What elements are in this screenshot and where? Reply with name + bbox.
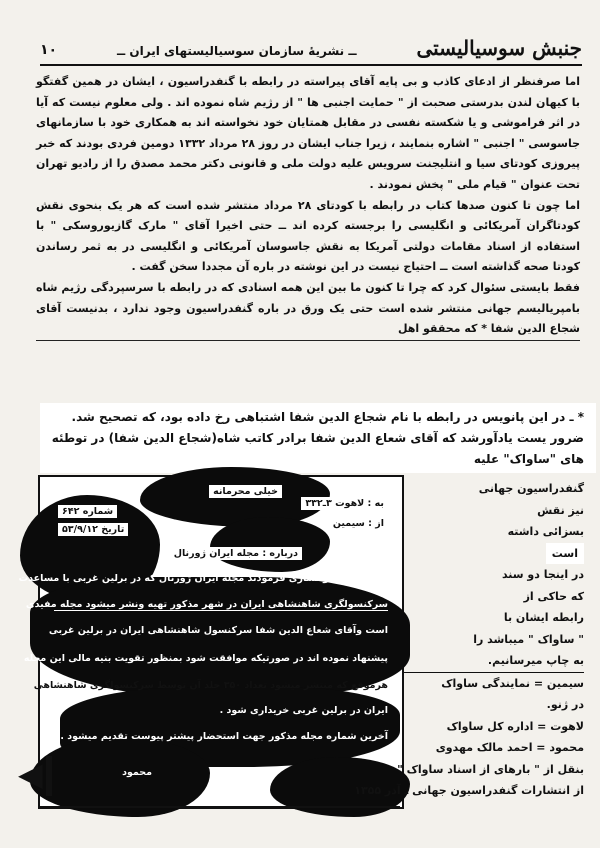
column-line: " ساواک " میباشد را [473,632,584,646]
legend-line: لاهوت = اداره کل ساواک [446,719,584,733]
legend-line: محمود = احمد مالک مهدوی [435,741,584,754]
publication-subtitle: ــ نشریهٔ سازمان سوسیالیستهای ایران ــ [117,44,357,58]
footnote-correction: * ـ در این پانویس در رابطه با نام شجاع الدین شفا اشتباهی رخ داده بود، که تصحیح شد. ضرور یست یادآورشد که آقای شعاع الدین شفا برادر کاتب شاه(شجاع الدین شفا) در توطئه های "ساواک" علیه [40,403,596,473]
article-body [36,72,580,341]
paragraph-3: فقط بایستی سئوال کرد که چرا تا کنون ما بین این همه اسنادی که در رابطه با سرسپردگی رژیم شاه بامپریالیسم جهانی منتشر شده است حتی یک ورق در باره گنفدراسیون وجود ندارد ، بدنیست آقای شجاع الدین شفا * که محققو اهل [36,278,580,341]
page-edge-bar [46,756,52,796]
publication-title: جنبش سوسیالیستی [416,36,582,60]
column-line: در اینجا دو سند [501,568,584,581]
column-line: نیز نقش [537,503,584,517]
doc-classification: خیلی محرمانه [209,485,282,498]
doc-line: است وآقای شعاع الدین شفا سرکنسول شاهنشاهی ایران در برلین غربی [48,625,388,636]
column-line: به چاپ میرسانیم. [404,650,584,673]
column-line: گنفدراسیون جهانی [478,482,584,495]
source-line: بنقل از " بارهای از اسناد ساواک " [397,762,584,776]
doc-line: ایران در برلین غربی خریداری شود . [219,705,388,716]
bottom-rule [40,806,400,808]
page-number: ۱۰ [40,42,58,58]
doc-number: شماره ۶۴۲ [58,505,117,518]
doc-line: هرموقع که منتشر میشود تعداد ۳۵۰ جلد آن توسط سرکنسولگری شاهنشاهی [33,680,388,691]
doc-line: آخرین شماره مجله مذکور جهت استحضار پیشتر پیوست تقدیم میشود . [60,731,388,742]
source-line: از انتشارات گنفدراسیون جهانی ـ آذر ۱۳۵۵ [354,784,584,797]
doc-signature: محمود [122,767,152,778]
legend-line: در ژنو. [546,698,584,711]
doc-from: از : سیمین [329,517,388,530]
doc-line: پیشنهاد نموده اند در صورتیکه موافقت شود بمنظور تقویت بنیه مالی این مجله [23,653,388,664]
redaction-blot [23,577,410,697]
paragraph-1: اما صرفنظر از ادعای کاذب و بی پایه آقای پیراسته در رابطه با گنفدراسیون ، ایشان در همین گفتگو با کیهان لندن بدرستی صحبت از " حمایت اجنبی ها " از رژیم شاه نموده اند . ولی معلوم نیست که آیا در اثر فراموشی و یا شکسته نفسی در مقابل همتایان خود نخواسته اند به همکاری خود با سازمانهای جاسوسی " اجنبی " اشاره بنمایند ، زیرا جناب ایشان در روز ۲۸ مرداد ۱۳۳۲ دومین فردی بودند که خبر پیروزی کودتای سیا و انتلیجنت سرویس علیه دولت ملی و قانونی دکتر محمد مصدق را از رادیو تهران تحت عنوان " قیام ملی " پخش نمودند . [36,75,581,191]
doc-line: سرکنسولگری شاهنشاهی ایران در شهر مذکور تهیه ونشر میشود مجله مفیدی [25,599,388,610]
page-header [40,30,582,66]
doc-to: به : لاهوت ۳ـ۳۳۲ [301,497,388,510]
legend-line: سیمین = نمایندگی ساواک [441,676,584,690]
doc-subject: درباره : مجله ایران ژورنال [170,547,302,560]
doc-date: تاریخ ۵۳/۹/۱۲ [58,523,128,536]
continue-arrow-icon: ◀ [18,755,43,793]
doc-line: جناب آقای خوانساری فرمودند مجله ایران ژورنال که در برلین غربی با مساعدت [18,573,388,584]
column-line: که حاکی از [523,589,584,603]
savak-document-facsimile [18,475,404,809]
column-line: است [404,543,584,565]
paragraph-2: اما چون تا کنون صدها کتاب در رابطه با کودتای ۲۸ مرداد منتشر شده است که هر یک بنحوی نقش کودتاگران آمریکائی و انگلیسی را برجسته کرده اند ــ حتی اخیرا آقای " مارک گازیوروسکی " با استفاده از اسناد مقامات دولتی آمریکا به نقش جاسوسان آمریکائی و انگلیسی در به ثمر رساندن کودتا صحه گذاشته است ــ احتیاج نیست در این نوشته در باره آن مجددا سخن گفت . [36,198,580,274]
column-line: رابطه ایشان با [503,611,584,624]
redaction-blot [210,517,330,572]
column-line: بسزائی داشته [507,525,584,538]
